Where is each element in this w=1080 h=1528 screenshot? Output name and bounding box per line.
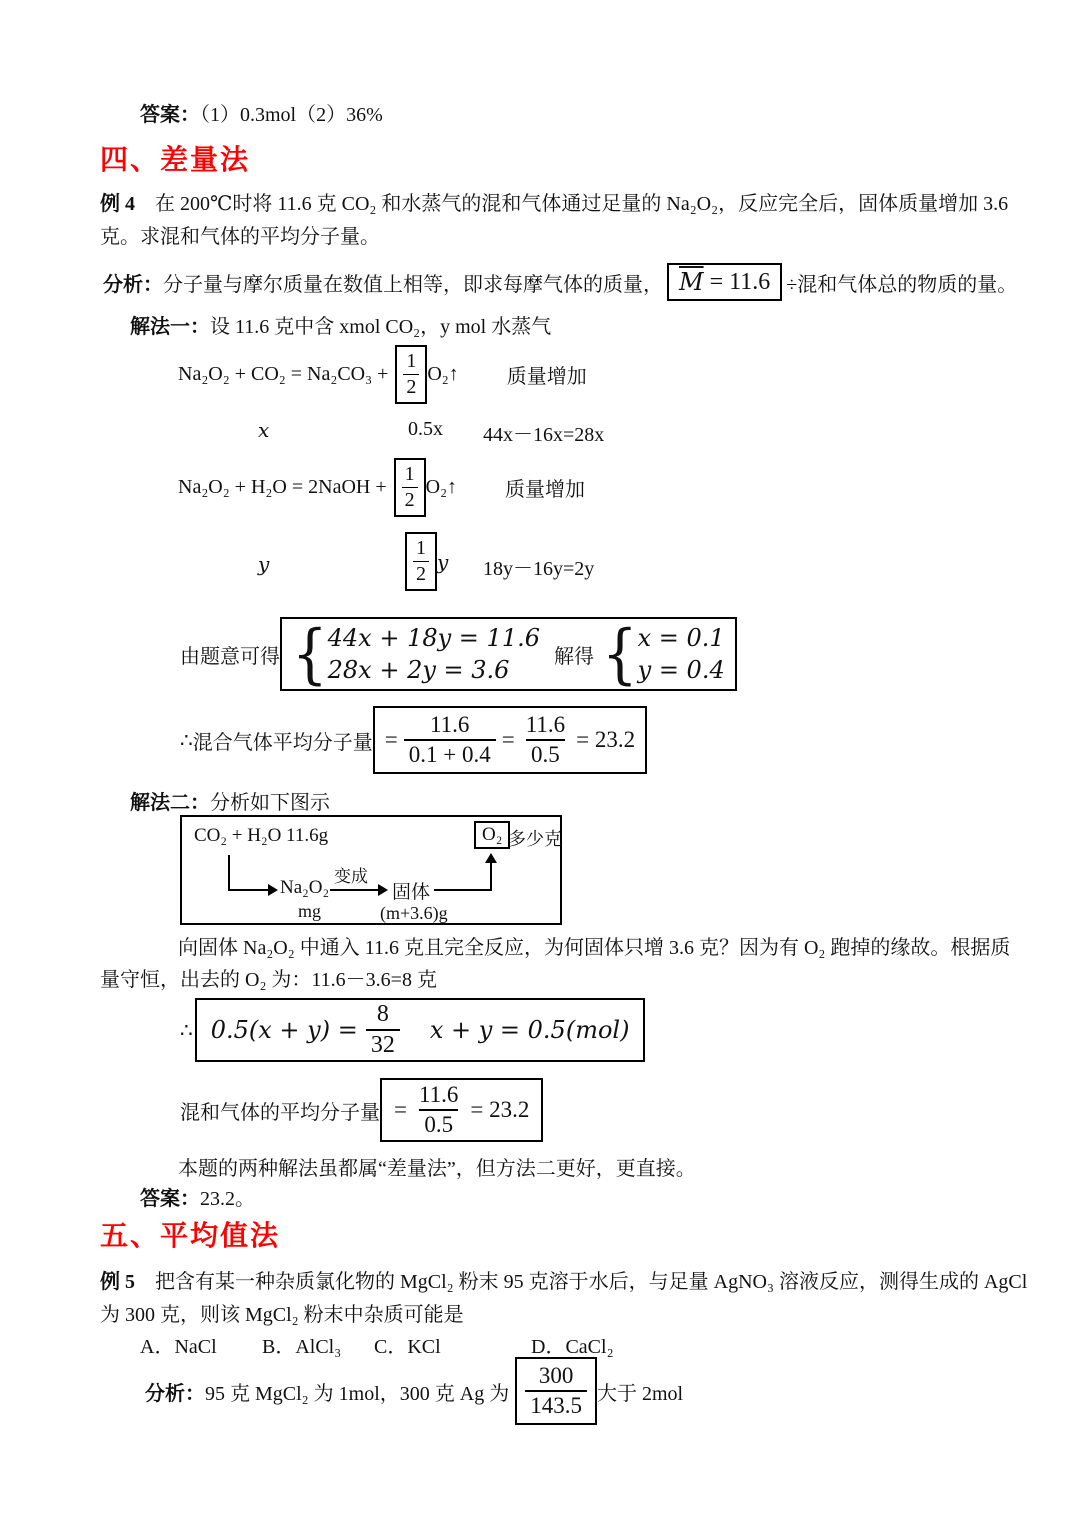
diagram-na2o2: Na₂O₂ [280, 877, 330, 898]
equation2-rhs: O₂↑ [425, 475, 458, 498]
analysis5-pre: 95 克 MgCl₂ 为 1mol，300 克 Ag 为 [205, 1382, 510, 1405]
section5-heading: 五、平均值法 [100, 1220, 281, 1251]
equation1-amounts-row [0, 418, 1080, 448]
average2-label: 混和气体的平均分子量 [180, 1101, 380, 1124]
fraction [414, 1081, 463, 1138]
frac-num: 8 [376, 1001, 389, 1028]
equation1-note: 质量增加 [506, 365, 587, 388]
discussion-line1: 向固体 Na₂O₂ 中通入 11.6 克且完全反应，为何固体只增 3.6 克？因为有 O₂ 跑掉的缘故。根据质 [178, 937, 1011, 959]
equation1-lhs: Na₂O₂ + CO₂ = Na₂CO₃ + [178, 362, 389, 385]
option-b [262, 1330, 341, 1359]
system-row [180, 615, 737, 693]
option-text: CaCl₂ [565, 1336, 614, 1358]
diagram-na2o2-mass: mg [298, 901, 322, 921]
analysis5-post: 大于 2mol [596, 1382, 684, 1405]
fraction-box [515, 1357, 597, 1424]
amount-x: x [258, 418, 270, 442]
fraction [521, 711, 570, 768]
equation1-rhs: O₂↑ [427, 362, 459, 385]
mole-eq-rhs: x + y = 0.5(mol) [429, 1016, 630, 1044]
section4-heading: 四、差量法 [100, 144, 251, 175]
example4-text1: 在 200℃时将 11.6 克 CO₂ 和水蒸气的混和气体通过足量的 Na₂O₂，反应完全后，固体质量增加 3.6 [155, 193, 1009, 215]
frac-num: 11.6 [430, 712, 470, 738]
frac-num: 1 [416, 537, 426, 559]
average1-row [180, 705, 647, 775]
system-box [280, 617, 737, 691]
fraction [366, 1000, 400, 1060]
example4-line2: 克。求混和气体的平均分子量。 [100, 226, 380, 248]
method2-line [130, 786, 330, 815]
diagram-reactants: CO₂ + H₂O 11.6g [194, 825, 329, 846]
answer-label: 答案： [140, 1188, 200, 1210]
solve-label: 解得 [553, 645, 594, 668]
example5-line2: 为 300 克，则该 MgCl₂ 粉末中杂质可能是 [100, 1304, 464, 1326]
analysis4-label: 分析： [103, 273, 163, 296]
o2-box: O₂ [474, 821, 510, 849]
therefore-symbol: ∴ [180, 729, 193, 752]
frac-num: 300 [538, 1363, 574, 1389]
frac-den: 2 [402, 487, 418, 513]
example4-paragraph [100, 188, 1008, 254]
discussion-line2: 量守恒，出去的 O₂ 为：11.6－3.6=8 克 [100, 969, 437, 991]
result-value: = 23.2 [576, 727, 636, 752]
analysis4-pre: 分子量与摩尔质量在数值上相等，即求每摩气体的质量， [163, 273, 663, 296]
mole-eq-lhs: 0.5(x + y) = [210, 1016, 358, 1044]
mass-diff-x: 44x－16x=28x [483, 424, 605, 446]
option-key: C． [374, 1336, 408, 1358]
diagram-solid: 固体 [392, 882, 431, 903]
m-equals-value: = 11.6 [709, 268, 771, 295]
diagram-question: 多少克 [508, 829, 562, 849]
average2-row [180, 1077, 543, 1143]
eq-sign: = [501, 727, 515, 752]
fraction [404, 711, 496, 768]
half-y-var: y [437, 549, 449, 574]
connector-line [228, 855, 230, 891]
frac-num: 11.6 [525, 712, 566, 738]
m-bar-symbol: $\overline{M}$ [679, 268, 704, 296]
mole-equation-row [180, 997, 645, 1063]
solution-x: x = 0.1 [637, 624, 725, 652]
half-fraction-box [405, 532, 437, 591]
option-key: A． [140, 1336, 175, 1358]
system-eq-top: 44x + 18y = 11.6 [327, 624, 540, 652]
eq-sign: = [394, 1097, 407, 1122]
example4-line1 [100, 188, 1008, 221]
arrow-right-icon [268, 884, 278, 896]
left-brace: { [601, 616, 638, 692]
remark-line: 本题的两种解法虽都属“差量法”，但方法二更好，更直接。 [178, 1158, 696, 1180]
answer-text: （1）0.3mol（2）36% [200, 104, 383, 126]
therefore-symbol: ∴ [180, 1019, 193, 1042]
half-fraction-box [394, 458, 426, 517]
previous-answer-line [140, 98, 383, 127]
example5-line1 [100, 1266, 1027, 1299]
system-equations [328, 622, 540, 686]
option-text: NaCl [174, 1336, 217, 1358]
option-key: D． [531, 1336, 566, 1358]
option-key: B． [262, 1336, 296, 1358]
reaction-diagram [180, 815, 562, 925]
left-brace: { [292, 616, 328, 692]
result-value: = 23.2 [470, 1097, 530, 1122]
option-text: AlCl₃ [295, 1336, 342, 1358]
half-y-group [405, 532, 448, 591]
eq-sign: = [384, 727, 398, 752]
analysis4-line [103, 258, 1017, 306]
answer4-line [140, 1182, 255, 1211]
connector-line [490, 861, 492, 891]
system-solutions [638, 622, 725, 686]
frac-den: 2 [403, 374, 419, 400]
mass-diff-y: 18y－16y=2y [483, 558, 595, 580]
average1-label: 混合气体平均分子量 [192, 731, 373, 754]
equation1 [178, 342, 587, 406]
frac-num: 1 [404, 462, 415, 485]
frac-den: 0.5 [419, 1109, 458, 1139]
m-equals-box [667, 263, 782, 301]
option-text: KCl [407, 1336, 441, 1358]
method1-line [130, 310, 551, 339]
frac-den: 0.1 + 0.4 [404, 739, 496, 769]
method2-text: 分析如下图示 [210, 792, 330, 814]
method2-label: 解法二： [130, 792, 210, 814]
solution-y: y = 0.4 [637, 656, 725, 684]
analysis4-post: ÷混和气体总的物质的量。 [786, 273, 1018, 296]
amount-halfx: 0.5x [408, 418, 443, 440]
diagram-solid-mass: (m+3.6)g [380, 903, 448, 923]
example4-label: 例 4 [100, 193, 135, 215]
average1-box [373, 706, 647, 774]
analysis5-line [145, 1358, 683, 1424]
example5-label: 例 5 [100, 1271, 135, 1293]
amount-y: y [258, 552, 270, 576]
connector-line [434, 889, 492, 891]
equation2-lhs: Na₂O₂ + H₂O = 2NaOH + [178, 475, 387, 498]
half-fraction-box [395, 345, 427, 404]
frac-num: 11.6 [418, 1082, 459, 1108]
equation2-amounts-row [0, 532, 1080, 602]
analysis5-label: 分析： [145, 1382, 205, 1405]
equation2 [178, 455, 585, 519]
connector-line [330, 889, 380, 891]
frac-den: 32 [366, 1029, 400, 1060]
option-c [374, 1330, 441, 1359]
mole-equation-box [195, 998, 646, 1062]
options-row [0, 1330, 1080, 1358]
system-eq-bottom: 28x + 2y = 3.6 [327, 656, 510, 684]
method1-label: 解法一： [130, 316, 210, 338]
frac-num: 1 [406, 349, 417, 372]
option-d [531, 1330, 614, 1359]
diagram-change-label: 变成 [334, 867, 368, 886]
example5-paragraph [100, 1266, 1027, 1332]
system-intro: 由题意可得 [180, 645, 280, 668]
arrow-right-icon [378, 884, 388, 896]
frac-den: 0.5 [526, 739, 565, 769]
answer-label: 答案： [140, 104, 200, 126]
connector-line [228, 889, 270, 891]
answer-text: 23.2。 [200, 1188, 255, 1210]
average2-box [380, 1078, 543, 1142]
option-a [140, 1330, 217, 1359]
equation2-note: 质量增加 [505, 478, 586, 501]
arrow-up-icon [485, 853, 497, 863]
example5-text1: 把含有某一种杂质氯化物的 MgCl₂ 粉末 95 克溶于水后，与足量 AgNO₃ 溶液反应，测得生成的 AgCl [155, 1271, 1028, 1293]
frac-den: 2 [413, 561, 429, 587]
frac-den: 143.5 [525, 1390, 587, 1420]
discussion-paragraph [0, 932, 1080, 996]
method1-text: 设 11.6 克中含 xmol CO₂，y mol 水蒸气 [210, 316, 552, 338]
